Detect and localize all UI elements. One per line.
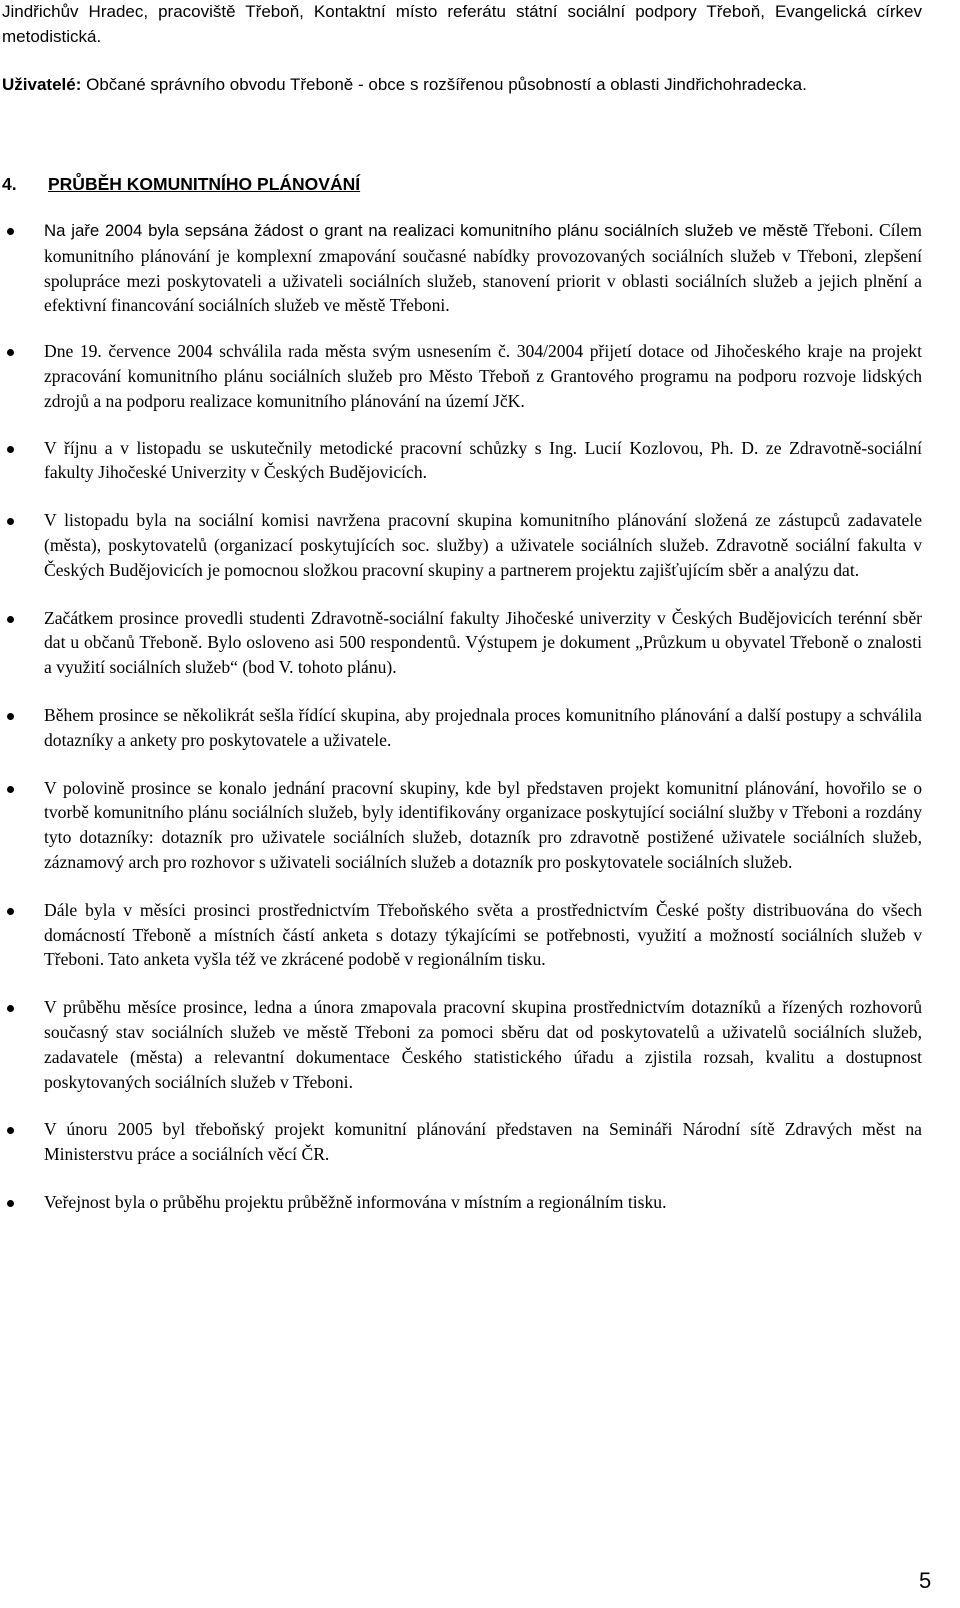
bullet-icon	[7, 1127, 14, 1134]
list-item-text: V průběhu měsíce prosince, ledna a února zmapovala pracovní skupina prostřednictvím dotazníků a řízených rozhovorů současný stav sociálních služeb ve městě Třeboni za pomoci sběru dat od poskytovatelů a uživatelů sociálních služeb, zadavatele (města) a relevantní dokumentace Českého statistického úřadu a zjistila rozsah, kvalitu a dostupnost poskytovaných sociálních služeb v Třeboni.	[44, 997, 922, 1092]
bullet-icon	[7, 713, 14, 720]
list-item-text: V říjnu a v listopadu se uskutečnily metodické pracovní schůzky s Ing. Lucií Kozlovou, Ph. D. ze Zdravotně-sociální fakulty Jihočeské Univerzity v Českých Budějovicích.	[44, 437, 922, 483]
list-item	[0, 776, 922, 875]
list-item	[0, 339, 922, 413]
users-label: Uživatelé:	[2, 75, 82, 94]
list-item	[0, 995, 922, 1094]
list-item	[0, 436, 922, 486]
bullet-icon	[7, 616, 14, 623]
list-item-text: V listopadu byla na sociální komisi navržena pracovní skupina komunitního plánování složená ze zástupců zadavatele (města), poskytovatelů (organizací poskytujících soc. služby) a uživatele sociálních služeb. Zdravotně sociální fakulta v Českých Budějovicích je pomocnou složkou pracovní skupiny a partnerem projektu zajišťujícím sběr a analýzu dat.	[44, 510, 922, 580]
section-number: 4.	[2, 174, 17, 194]
list-item-text: Během prosince se několikrát sešla řídící skupina, aby projednala proces komunitního plánování a další postupy a schválila dotazníky a ankety pro poskytovatele a uživatele.	[44, 704, 922, 750]
users-paragraph	[2, 73, 922, 98]
page-number: 5	[919, 1568, 932, 1593]
users-text: Občané správního obvodu Třeboně - obce s rozšířenou působností a oblasti Jindřichohradecka.	[86, 75, 807, 94]
list-item-text	[44, 218, 922, 318]
intro-line: Jindřichův Hradec, pracoviště Třeboň, Kontaktní místo referátu státní sociální podpory Třeboň, Evangelická církev metodistická.	[2, 2, 922, 46]
list-item	[0, 1117, 922, 1167]
bullet-icon	[7, 349, 14, 356]
intro-paragraph	[2, 0, 922, 50]
list-item-text: Dále byla v měsíci prosinci prostřednictvím Třeboňského světa a prostřednictvím České pošty distribuována do všech domácností Třeboně a místních částí anketa s dotazy týkajícími se potřebnosti, využití a možností sociálních služeb v Třeboni. Tato anketa vyšla též ve zkrácené podobě v regionálním tisku.	[44, 899, 922, 970]
section-title: PRŮBĚH KOMUNITNÍHO PLÁNOVÁNÍ	[48, 174, 361, 194]
list-item-text: V únoru 2005 byl třeboňský projekt komunitní plánování představen na Semináři Národní sítě Zdravých měst na Ministerstvu práce a sociálních věcí ČR.	[44, 1119, 922, 1165]
list-item	[0, 218, 922, 318]
bullet-icon	[7, 1200, 14, 1207]
bullet-icon	[7, 908, 14, 915]
progress-list	[0, 218, 960, 1215]
bullet-icon	[7, 786, 14, 793]
bullet-icon	[7, 446, 14, 453]
list-item-text: V polovině prosince se konalo jednání pracovní skupiny, kde byl představen projekt komunitní plánování, hovořilo se o tvorbě komunitního plánu sociálních služeb, byly identifikovány organizace poskytující sociální služby v Třeboni a rozdány tyto dotazníky: dotazník pro uživatele sociálních služeb, dotazník pro zdravotně postižené uživatele sociálních služeb, záznamový arch pro rozhovor s uživateli sociálních služeb a dotazník pro poskytovatele sociálních služeb.	[44, 777, 922, 872]
list-item-text: Dne 19. července 2004 schválila rada města svým usnesením č. 304/2004 přijetí dotace od Jihočeského kraje na projekt zpracování komunitního plánu sociálních služeb pro Město Třeboň z Grantového programu na podporu rozvoje lidských zdrojů a na podporu realizace komunitního plánování na území JčK.	[44, 341, 922, 411]
list-item-text: Začátkem prosince provedli studenti Zdravotně-sociální fakulty Jihočeské univerzity v Českých Budějovicích terénní sběr dat u občanů Třeboně. Bylo osloveno asi 500 respondentů. Výstupem je dokument „Průzkum u obyvatel Třeboně o znalosti a využití sociálních služeb“ (bod V. tohoto plánu).	[44, 607, 922, 678]
list-item	[0, 1190, 922, 1215]
list-item	[0, 508, 922, 582]
section-heading	[2, 172, 360, 196]
list-item	[0, 606, 922, 680]
list-item-lead: Na jaře 2004 byla sepsána žádost o grant na realizaci komunitního plánu sociálních služeb ve městě	[44, 221, 809, 240]
list-item-continuation: Třeboni. Cílem komunitního plánování je komplexní zmapování současné nabídky provozovaných sociálních služeb v Třeboni, zlepšení spolupráce mezi poskytovateli a uživateli sociálních služeb, stanovení priorit v oblasti sociálních služeb a jejich plnění a efektivní financování sociálních služeb ve městě Třeboni.	[44, 220, 922, 316]
bullet-icon	[7, 518, 14, 525]
bullet-icon	[7, 1005, 14, 1012]
bullet-icon	[7, 228, 14, 235]
list-item	[0, 898, 922, 972]
list-item-text: Veřejnost byla o průběhu projektu průběžně informována v místním a regionálním tisku.	[44, 1191, 667, 1212]
list-item	[0, 703, 922, 753]
